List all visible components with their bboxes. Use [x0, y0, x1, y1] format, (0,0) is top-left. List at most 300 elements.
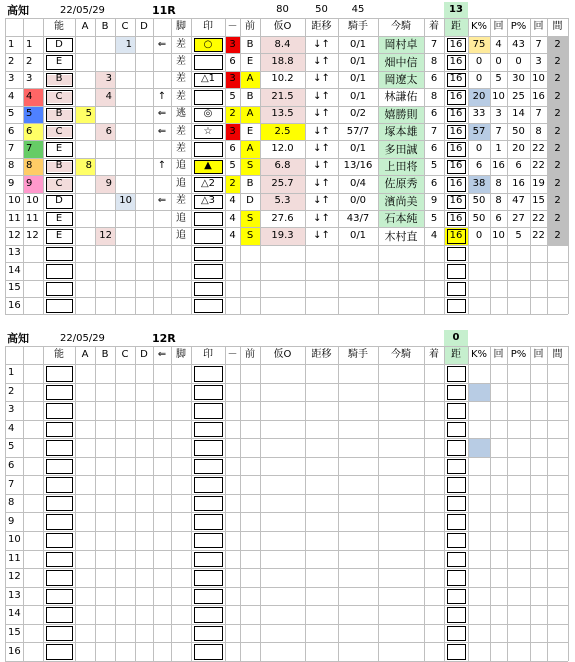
cell-minus-r11[interactable]: 4 — [229, 212, 236, 224]
cell-chaku-r5[interactable]: 6 — [430, 108, 438, 120]
header-b[interactable]: B — [101, 21, 109, 32]
cell-kon-r3[interactable]: 岡遼太 — [384, 72, 418, 86]
header-kai2[interactable]: 回 — [533, 21, 544, 32]
cell-kp-r3[interactable]: 0 — [475, 73, 483, 85]
cell-dist-r9[interactable]: 16 — [449, 177, 463, 189]
cell-kp-r2[interactable]: 0 — [475, 56, 483, 68]
cell-a-r5[interactable]: 5 — [85, 108, 92, 120]
cell-no-r11[interactable]: 11 — [8, 552, 21, 564]
header-aida[interactable]: 間 — [552, 349, 563, 360]
cell-chaku-r6[interactable]: 7 — [430, 125, 438, 137]
cell-dist-r11[interactable]: 16 — [449, 212, 463, 224]
cell-num-r12[interactable]: 12 — [26, 230, 39, 242]
cell-num-r9[interactable]: 9 — [26, 177, 33, 189]
cell-pp-r4[interactable]: 25 — [512, 90, 525, 102]
cell-a-r8[interactable]: 8 — [85, 160, 92, 172]
cell-mae-r8[interactable]: S — [246, 160, 254, 172]
cell-no-r9[interactable]: 9 — [8, 177, 15, 189]
cell-num-r7[interactable]: 7 — [26, 143, 33, 155]
header-no[interactable] — [5, 346, 23, 364]
grid-vline — [115, 346, 116, 661]
cell-num-r8[interactable]: 8 — [26, 160, 33, 172]
cell-kyaku-r10[interactable]: 差 — [176, 195, 186, 207]
cell-kishu-r6[interactable]: 57/7 — [346, 125, 370, 137]
cell-dist-r2[interactable]: 16 — [449, 56, 463, 68]
cell-kai-r12[interactable]: 10 — [492, 230, 505, 242]
header-kyaku[interactable]: 脚 — [176, 21, 186, 32]
cell-kari-r2[interactable]: 18.8 — [271, 56, 294, 68]
cell-no-r3[interactable]: 3 — [8, 73, 15, 85]
cell-kp-r5[interactable]: 33 — [472, 108, 486, 120]
cell-b-r6[interactable]: 6 — [105, 125, 112, 137]
cell-aida-r7[interactable]: 2 — [554, 143, 561, 155]
cell-shirushi-r3[interactable]: △1 — [200, 73, 216, 85]
header-pp[interactable]: P% — [510, 21, 527, 32]
cell-kai2-r6[interactable]: 8 — [535, 125, 542, 137]
top-value-kishu[interactable] — [338, 332, 378, 344]
header-dist[interactable]: 距 — [451, 21, 461, 32]
cell-c-r1[interactable]: 1 — [125, 38, 132, 50]
cell-no-r2[interactable]: 2 — [8, 385, 15, 397]
cell-b-r3[interactable]: 3 — [105, 73, 112, 85]
header-d[interactable]: D — [140, 349, 148, 360]
cell-chaku-r11[interactable]: 5 — [430, 212, 438, 224]
cell-kp-r12[interactable]: 0 — [475, 230, 483, 242]
cell-no-r16[interactable]: 16 — [8, 299, 21, 311]
cell-minus-r4[interactable]: 5 — [229, 90, 236, 102]
cell-kai2-r12[interactable]: 22 — [532, 230, 545, 242]
cell-arrow-r1[interactable]: ⇐ — [157, 38, 167, 50]
cell-noh-r5[interactable]: B — [55, 108, 63, 120]
cell-pp-r1[interactable]: 43 — [512, 38, 525, 50]
cell-kishu-r3[interactable]: 0/1 — [349, 73, 367, 85]
header-mae[interactable]: 前 — [245, 21, 255, 32]
cell-minus-r2[interactable]: 6 — [229, 56, 236, 68]
cell-kyori-r2[interactable]: ↓↑ — [313, 56, 330, 68]
cell-kp-r6[interactable]: 57 — [472, 125, 486, 137]
header-c[interactable]: C — [121, 21, 129, 32]
header-chaku[interactable]: 着 — [429, 21, 439, 32]
cell-minus-r3[interactable]: 3 — [229, 73, 236, 85]
header-kyori[interactable]: 距移 — [311, 21, 332, 32]
cell-no-r15[interactable]: 15 — [8, 626, 21, 638]
cell-kp-r11[interactable]: 50 — [472, 212, 486, 224]
cell-aida-r12[interactable]: 2 — [554, 230, 561, 242]
cell-mae-r11[interactable]: S — [246, 212, 254, 224]
cell-num-r3[interactable]: 3 — [26, 73, 33, 85]
cell-mae-r6[interactable]: E — [246, 125, 254, 137]
cell-kai-r10[interactable]: 8 — [495, 195, 502, 207]
cell-dist-r3[interactable]: 16 — [449, 73, 463, 85]
cell-kishu-r5[interactable]: 0/2 — [349, 108, 367, 120]
cell-arrow-r4[interactable]: ↑ — [157, 90, 167, 102]
cell-kari-r6[interactable]: 2.5 — [274, 125, 291, 137]
top-value-kyori[interactable]: 50 — [315, 4, 328, 15]
cell-minus-r9[interactable]: 2 — [229, 177, 236, 189]
cell-aida-r10[interactable]: 2 — [554, 195, 561, 207]
cell-kyori-r3[interactable]: ↓↑ — [313, 73, 330, 85]
cell-mae-r10[interactable]: D — [246, 195, 254, 207]
cell-kai-r8[interactable]: 16 — [492, 160, 505, 172]
cell-mae-r5[interactable]: A — [246, 108, 254, 120]
cell-noh-r9[interactable]: C — [55, 177, 63, 189]
cell-kyori-r12[interactable]: ↓↑ — [313, 230, 330, 242]
cell-kai2-r3[interactable]: 10 — [532, 73, 545, 85]
cell-kyori-r1[interactable]: ↓↑ — [313, 38, 330, 50]
cell-kyaku-r4[interactable]: 差 — [176, 90, 186, 102]
cell-kyaku-r8[interactable]: 追 — [176, 160, 186, 172]
cell-pp-r10[interactable]: 47 — [512, 195, 525, 207]
cell-kyaku-r12[interactable]: 追 — [176, 230, 186, 242]
cell-shirushi-r8[interactable]: ▲ — [204, 160, 212, 172]
cell-no-r14[interactable]: 14 — [8, 264, 21, 276]
header-dist[interactable]: 距 — [451, 349, 461, 360]
cell-kishu-r12[interactable]: 0/1 — [349, 230, 367, 242]
header-shirushi[interactable]: 印 — [203, 21, 213, 32]
cell-kai-r9[interactable]: 8 — [495, 177, 502, 189]
cell-pp-r3[interactable]: 30 — [512, 73, 525, 85]
cell-aida-r6[interactable]: 2 — [554, 125, 561, 137]
cell-kyori-r4[interactable]: ↓↑ — [313, 90, 330, 102]
cell-no-r5[interactable]: 5 — [8, 108, 15, 120]
cell-no-r3[interactable]: 3 — [8, 404, 15, 416]
cell-pp-r2[interactable]: 0 — [515, 56, 522, 68]
cell-chaku-r7[interactable]: 6 — [430, 143, 438, 155]
cell-b-r12[interactable]: 12 — [99, 230, 112, 242]
cell-kp-r7[interactable]: 0 — [475, 143, 483, 155]
cell-minus-r6[interactable]: 3 — [229, 125, 236, 137]
cell-no-r1[interactable]: 1 — [8, 38, 15, 50]
cell-pp-r6[interactable]: 50 — [512, 125, 525, 137]
cell-no-r11[interactable]: 11 — [8, 212, 21, 224]
cell-noh-r4[interactable]: C — [55, 90, 63, 102]
cell-chaku-r8[interactable]: 5 — [430, 160, 438, 172]
header-kishu[interactable]: 騎手 — [348, 349, 368, 360]
cell-noh-r3[interactable]: B — [55, 73, 63, 85]
cell-minus-r5[interactable]: 2 — [229, 108, 236, 120]
cell-kyori-r8[interactable]: ↓↑ — [313, 160, 330, 172]
cell-pp-r12[interactable]: 5 — [515, 230, 522, 242]
cell-no-r1[interactable]: 1 — [8, 367, 15, 379]
cell-pp-r9[interactable]: 16 — [512, 177, 525, 189]
header-minus[interactable]: － — [227, 21, 238, 32]
cell-dist-r6[interactable]: 16 — [449, 125, 463, 137]
cell-kai2-r10[interactable]: 15 — [532, 195, 545, 207]
cell-aida-r4[interactable]: 2 — [554, 90, 561, 102]
cell-dist-r5[interactable]: 16 — [449, 108, 463, 120]
header-d[interactable]: D — [140, 21, 148, 32]
cell-no-r10[interactable]: 10 — [8, 195, 21, 207]
cell-kon-r6[interactable]: 塚本雄 — [384, 125, 418, 139]
header-no[interactable] — [5, 18, 23, 36]
cell-mae-r1[interactable]: B — [246, 38, 254, 50]
cell-kyori-r10[interactable]: ↓↑ — [313, 195, 330, 207]
header-kishu[interactable]: 騎手 — [348, 21, 368, 32]
cell-pp-r5[interactable]: 14 — [512, 108, 525, 120]
cell-no-r8[interactable]: 8 — [8, 497, 15, 509]
top-value-kari[interactable] — [260, 332, 305, 344]
header-kon[interactable]: 今騎 — [391, 21, 411, 32]
header-shirushi[interactable]: 印 — [203, 349, 213, 360]
header-kai[interactable]: 回 — [493, 21, 504, 32]
cell-kai2-r9[interactable]: 19 — [532, 177, 545, 189]
cell-b-r9[interactable]: 9 — [105, 177, 112, 189]
cell-no-r8[interactable]: 8 — [8, 160, 15, 172]
cell-chaku-r1[interactable]: 7 — [430, 38, 438, 50]
cell-kai2-r4[interactable]: 16 — [532, 90, 545, 102]
cell-kai-r2[interactable]: 0 — [495, 56, 502, 68]
cell-kari-r9[interactable]: 25.7 — [271, 177, 294, 189]
cell-no-r12[interactable]: 12 — [8, 571, 21, 583]
cell-b-r4[interactable]: 4 — [105, 90, 112, 102]
cell-kai2-r2[interactable]: 3 — [535, 56, 542, 68]
cell-aida-r5[interactable]: 2 — [554, 108, 561, 120]
cell-kyaku-r3[interactable]: 差 — [176, 73, 186, 85]
cell-arrow-r8[interactable]: ↑ — [157, 160, 167, 172]
cell-kyaku-r9[interactable]: 追 — [176, 177, 186, 189]
cell-kyori-r6[interactable]: ↓↑ — [313, 125, 330, 137]
header-kon[interactable]: 今騎 — [391, 349, 411, 360]
header-kyaku[interactable]: 脚 — [176, 349, 186, 360]
cell-kai2-r5[interactable]: 7 — [535, 108, 542, 120]
cell-num-r11[interactable]: 11 — [26, 212, 39, 224]
cell-kai2-r7[interactable]: 22 — [532, 143, 545, 155]
top-value-dist[interactable]: 0 — [452, 332, 460, 343]
cell-kai-r4[interactable]: 10 — [492, 90, 505, 102]
cell-kp-r8[interactable]: 6 — [475, 160, 483, 172]
cell-kai-r5[interactable]: 3 — [495, 108, 502, 120]
cell-noh-r8[interactable]: B — [55, 160, 63, 172]
cell-no-r13[interactable]: 13 — [8, 247, 21, 259]
cell-shirushi-r6[interactable]: ☆ — [203, 125, 213, 137]
cell-minus-r12[interactable]: 4 — [229, 230, 236, 242]
cell-kishu-r9[interactable]: 0/4 — [349, 177, 367, 189]
cell-num-r6[interactable]: 6 — [26, 125, 33, 137]
cell-kishu-r1[interactable]: 0/1 — [349, 38, 367, 50]
cell-mae-r4[interactable]: B — [246, 90, 254, 102]
header-a[interactable]: A — [81, 21, 89, 32]
cell-no-r15[interactable]: 15 — [8, 282, 21, 294]
cell-kp-r4[interactable]: 20 — [472, 90, 486, 102]
cell-kp-r10[interactable]: 50 — [472, 195, 486, 207]
cell-no-r12[interactable]: 12 — [8, 230, 21, 242]
cell-num-r2[interactable]: 2 — [26, 56, 33, 68]
cell-kyaku-r11[interactable]: 追 — [176, 212, 186, 224]
cell-c-r10[interactable]: 10 — [119, 195, 132, 207]
cell-noh-r10[interactable]: D — [55, 195, 63, 207]
cell-pp-r11[interactable]: 27 — [512, 212, 525, 224]
top-value-kishu[interactable]: 45 — [351, 4, 365, 15]
cell-pp-r8[interactable]: 6 — [515, 160, 522, 172]
cell-noh-r12[interactable]: E — [55, 230, 63, 242]
cell-dist-r7[interactable]: 16 — [449, 143, 463, 155]
cell-kari-r10[interactable]: 5.3 — [274, 195, 291, 207]
cell-arrow-r6[interactable]: ⇐ — [157, 125, 167, 137]
cell-chaku-r2[interactable]: 8 — [430, 56, 438, 68]
header-noh[interactable]: 能 — [54, 21, 64, 32]
cell-num-r1[interactable]: 1 — [26, 38, 33, 50]
cell-noh-r1[interactable]: D — [55, 38, 63, 50]
cell-kyori-r7[interactable]: ↓↑ — [313, 143, 330, 155]
cell-chaku-r12[interactable]: 4 — [430, 230, 438, 242]
cell-no-r10[interactable]: 10 — [8, 534, 21, 546]
cell-kon-r12[interactable]: 木村直 — [384, 229, 418, 243]
cell-kai-r1[interactable]: 4 — [495, 38, 502, 50]
cell-aida-r1[interactable]: 2 — [554, 38, 561, 50]
header-kp[interactable]: K% — [470, 349, 488, 360]
cell-no-r9[interactable]: 9 — [8, 515, 15, 527]
cell-chaku-r10[interactable]: 9 — [430, 195, 438, 207]
header-pp[interactable]: P% — [510, 349, 527, 360]
cell-kon-r2[interactable]: 畑中信 — [384, 55, 418, 69]
header-a[interactable]: A — [81, 349, 89, 360]
cell-noh-r2[interactable]: E — [55, 56, 63, 68]
cell-kai-r11[interactable]: 6 — [495, 212, 502, 224]
cell-arrow-r5[interactable]: ⇐ — [157, 108, 167, 120]
cell-minus-r7[interactable]: 6 — [229, 143, 236, 155]
cell-kon-r9[interactable]: 佐原秀 — [384, 177, 418, 191]
cell-mae-r9[interactable]: B — [246, 177, 254, 189]
cell-num-r4[interactable]: 4 — [26, 90, 33, 102]
cell-no-r14[interactable]: 14 — [8, 608, 21, 620]
cell-kishu-r2[interactable]: 0/1 — [349, 56, 367, 68]
header-kp[interactable]: K% — [470, 21, 488, 32]
cell-chaku-r9[interactable]: 6 — [430, 177, 438, 189]
top-value-kyori[interactable] — [305, 332, 338, 344]
cell-noh-r11[interactable]: E — [55, 212, 63, 224]
cell-num-r10[interactable]: 10 — [26, 195, 39, 207]
cell-mae-r2[interactable]: E — [246, 56, 254, 68]
cell-kyaku-r2[interactable]: 差 — [176, 56, 186, 68]
cell-kai2-r11[interactable]: 22 — [532, 212, 545, 224]
cell-kai-r6[interactable]: 7 — [495, 125, 502, 137]
cell-aida-r8[interactable]: 2 — [554, 160, 561, 172]
cell-aida-r9[interactable]: 2 — [554, 177, 561, 189]
cell-num-r5[interactable]: 5 — [26, 108, 33, 120]
cell-kari-r4[interactable]: 21.5 — [271, 90, 294, 102]
cell-kyori-r11[interactable]: ↓↑ — [313, 212, 330, 224]
cell-kishu-r10[interactable]: 0/0 — [349, 195, 367, 207]
cell-kai-r3[interactable]: 5 — [495, 73, 502, 85]
cell-kari-r1[interactable]: 8.4 — [274, 38, 291, 50]
top-value-dist[interactable]: 13 — [449, 4, 463, 15]
cell-kyori-r9[interactable]: ↓↑ — [313, 177, 330, 189]
cell-chaku-r3[interactable]: 6 — [430, 73, 438, 85]
cell-dist-r12[interactable]: 16 — [449, 230, 463, 242]
cell-kyaku-r7[interactable]: 差 — [176, 143, 186, 155]
cell-kishu-r8[interactable]: 13/16 — [343, 160, 373, 172]
cell-chaku-r4[interactable]: 8 — [430, 90, 438, 102]
cell-shirushi-r5[interactable]: ◎ — [203, 108, 213, 120]
cell-kai2-r1[interactable]: 7 — [535, 38, 542, 50]
header-aida[interactable]: 間 — [552, 21, 563, 32]
header-arrow[interactable]: ⇐ — [157, 349, 167, 360]
cell-shirushi-r10[interactable]: △3 — [200, 195, 216, 207]
header-kai[interactable]: 回 — [493, 349, 504, 360]
cell-kyaku-r5[interactable]: 逃 — [176, 108, 186, 120]
cell-kari-r8[interactable]: 6.8 — [274, 160, 291, 172]
cell-no-r2[interactable]: 2 — [8, 56, 15, 68]
cell-no-r7[interactable]: 7 — [8, 143, 15, 155]
cell-kp-r1[interactable]: 75 — [472, 38, 486, 50]
header-noh[interactable]: 能 — [54, 349, 64, 360]
header-chaku[interactable]: 着 — [429, 349, 439, 360]
cell-mae-r7[interactable]: A — [246, 143, 254, 155]
top-value-kari[interactable]: 80 — [276, 4, 289, 15]
header-kai2[interactable]: 回 — [533, 349, 544, 360]
cell-kari-r3[interactable]: 10.2 — [271, 73, 294, 85]
cell-shirushi-r9[interactable]: △2 — [200, 177, 216, 189]
cell-aida-r2[interactable]: 2 — [554, 56, 561, 68]
cell-kon-r1[interactable]: 岡村卓 — [384, 38, 418, 52]
header-b[interactable]: B — [101, 349, 109, 360]
cell-kishu-r4[interactable]: 0/1 — [349, 90, 367, 102]
cell-no-r13[interactable]: 13 — [8, 589, 21, 601]
cell-kon-r11[interactable]: 石本純 — [384, 212, 418, 226]
cell-kyaku-r6[interactable]: 差 — [176, 125, 186, 137]
header-kyori[interactable]: 距移 — [311, 349, 332, 360]
cell-no-r6[interactable]: 6 — [8, 125, 15, 137]
cell-kai2-r8[interactable]: 22 — [532, 160, 545, 172]
cell-kon-r8[interactable]: 上田将 — [384, 159, 418, 173]
cell-no-r5[interactable]: 5 — [8, 441, 15, 453]
cell-kyaku-r1[interactable]: 差 — [176, 38, 186, 50]
cell-noh-r7[interactable]: E — [55, 143, 63, 155]
cell-kp-r9[interactable]: 38 — [472, 177, 486, 189]
cell-kai-r7[interactable]: 1 — [495, 143, 502, 155]
cell-minus-r10[interactable]: 4 — [229, 195, 236, 207]
cell-minus-r8[interactable]: 5 — [229, 160, 236, 172]
cell-kyori-r5[interactable]: ↓↑ — [313, 108, 330, 120]
cell-mae-r3[interactable]: A — [246, 73, 254, 85]
cell-dist-r10[interactable]: 16 — [449, 195, 463, 207]
cell-kishu-r7[interactable]: 0/1 — [349, 143, 367, 155]
cell-shirushi-r1[interactable]: ○ — [203, 38, 213, 50]
header-mae[interactable]: 前 — [245, 349, 255, 360]
cell-mae-r12[interactable]: S — [246, 230, 254, 242]
cell-kon-r10[interactable]: 濱尚美 — [384, 194, 418, 208]
cell-kon-r4[interactable]: 林謙佑 — [384, 90, 418, 104]
cell-dist-r8[interactable]: 16 — [449, 160, 463, 172]
cell-arrow-r10[interactable]: ⇐ — [157, 195, 167, 207]
header-minus[interactable]: － — [227, 349, 238, 360]
cell-no-r6[interactable]: 6 — [8, 460, 15, 472]
grid-vline — [444, 346, 445, 661]
cell-kari-r12[interactable]: 19.3 — [271, 230, 294, 242]
cell-pp-r7[interactable]: 20 — [512, 143, 525, 155]
cell-no-r7[interactable]: 7 — [8, 478, 15, 490]
cell-kishu-r11[interactable]: 43/7 — [346, 212, 370, 224]
cell-no-r4[interactable]: 4 — [8, 90, 15, 102]
cell-noh-r6[interactable]: C — [55, 125, 63, 137]
header-c[interactable]: C — [121, 349, 129, 360]
cell-kon-r5[interactable]: 嬉勝則 — [384, 107, 418, 121]
header-arrow[interactable] — [153, 18, 171, 36]
cell-kon-r7[interactable]: 多田誠 — [384, 142, 418, 156]
cell-dist-r1[interactable]: 16 — [449, 38, 463, 50]
header-kari[interactable]: 仮O — [273, 21, 292, 32]
cell-aida-r3[interactable]: 2 — [554, 73, 561, 85]
cell-dist-r4[interactable]: 16 — [449, 90, 463, 102]
cell-aida-r11[interactable]: 2 — [554, 212, 561, 224]
cell-kari-r7[interactable]: 12.0 — [271, 143, 294, 155]
cell-minus-r1[interactable]: 3 — [229, 38, 236, 50]
cell-kari-r5[interactable]: 13.5 — [271, 108, 294, 120]
cell-no-r16[interactable]: 16 — [8, 645, 21, 657]
cell-no-r4[interactable]: 4 — [8, 422, 15, 434]
header-kari[interactable]: 仮O — [273, 349, 292, 360]
cell-kari-r11[interactable]: 27.6 — [271, 212, 294, 224]
